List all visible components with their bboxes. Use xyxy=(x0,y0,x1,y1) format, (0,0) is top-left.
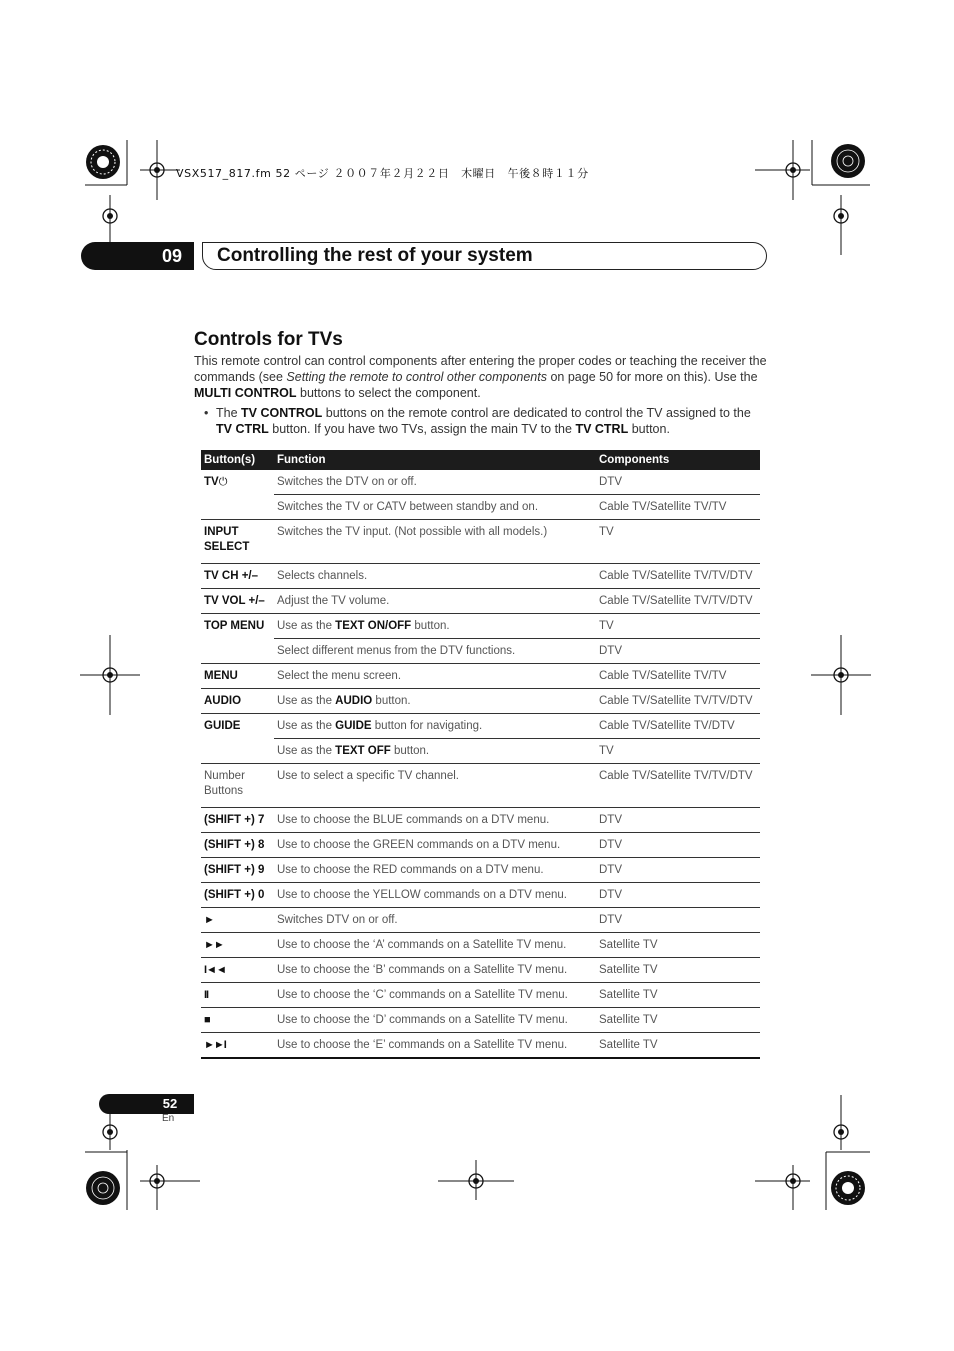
table-row xyxy=(201,470,760,495)
header-components: Components xyxy=(596,450,760,470)
components-cell: DTV xyxy=(596,908,760,933)
tv-controls-table xyxy=(201,450,760,1059)
components-cell: Satellite TV xyxy=(596,1008,760,1033)
components-cell: DTV xyxy=(596,639,760,664)
table-header-row xyxy=(201,450,760,470)
button-cell: GUIDE xyxy=(201,714,274,764)
function-cell: Use to choose the ‘C’ commands on a Satellite TV menu. xyxy=(274,983,596,1008)
function-cell: Use to select a specific TV channel. xyxy=(274,764,596,808)
components-cell: Satellite TV xyxy=(596,983,760,1008)
components-cell: DTV xyxy=(596,858,760,883)
components-cell: TV xyxy=(596,739,760,764)
table-row xyxy=(201,564,760,589)
bullet-bold: TV CTRL xyxy=(575,422,629,436)
components-cell: Cable TV/Satellite TV/TV/DTV xyxy=(596,689,760,714)
table-row xyxy=(201,933,760,958)
table-row xyxy=(201,1008,760,1033)
button-cell: TV CH +/– xyxy=(201,564,274,589)
button-cell: INPUT SELECT xyxy=(201,520,274,564)
function-cell xyxy=(274,689,596,714)
function-cell: Switches the DTV on or off. xyxy=(274,470,596,495)
components-cell: DTV xyxy=(596,808,760,833)
button-cell: (SHIFT +) 7 xyxy=(201,808,274,833)
components-cell: TV xyxy=(596,614,760,639)
button-cell xyxy=(201,983,274,1008)
intro-bold: MULTI CONTROL xyxy=(194,386,297,400)
function-cell: Use to choose the GREEN commands on a DTV menu. xyxy=(274,833,596,858)
intro-reference: Setting the remote to control other components xyxy=(286,370,547,384)
table-row xyxy=(201,858,760,883)
components-cell: Cable TV/Satellite TV/DTV xyxy=(596,714,760,739)
components-cell: Cable TV/Satellite TV/TV xyxy=(596,495,760,520)
function-text: button for navigating. xyxy=(371,720,483,732)
table-row xyxy=(201,520,760,564)
function-text: Use as the xyxy=(277,620,336,632)
chapter-number: 09 xyxy=(161,246,183,266)
function-cell xyxy=(274,739,596,764)
table-row xyxy=(201,808,760,833)
components-cell: Cable TV/Satellite TV/TV/DTV xyxy=(596,589,760,614)
bullet-part: button. If you have two TVs, assign the main TV to the xyxy=(268,422,576,436)
components-cell: DTV xyxy=(596,470,760,495)
table-row xyxy=(201,764,760,808)
function-cell: Selects channels. xyxy=(274,564,596,589)
components-cell: Satellite TV xyxy=(596,958,760,983)
button-cell: (SHIFT +) 9 xyxy=(201,858,274,883)
table-row xyxy=(201,589,760,614)
function-bold: AUDIO xyxy=(335,695,373,707)
pause-icon: II xyxy=(204,989,209,1001)
bullet-part: button. xyxy=(628,422,670,436)
components-cell: Cable TV/Satellite TV/TV/DTV xyxy=(596,764,760,808)
function-cell: Switches the TV input. (Not possible with all models.) xyxy=(274,520,596,564)
function-cell: Select the menu screen. xyxy=(274,664,596,689)
function-bold: TEXT ON/OFF xyxy=(335,620,412,632)
function-cell: Use to choose the ‘E’ commands on a Satellite TV menu. xyxy=(274,1033,596,1059)
function-bold: TEXT OFF xyxy=(335,745,391,757)
button-cell: (SHIFT +) 0 xyxy=(201,883,274,908)
chapter-title: Controlling the rest of your system xyxy=(217,245,533,266)
function-cell: Switches the TV or CATV between standby and on. xyxy=(274,495,596,520)
table-row xyxy=(201,664,760,689)
table-row xyxy=(201,1033,760,1059)
button-cell: TV VOL +/– xyxy=(201,589,274,614)
table-row xyxy=(201,639,760,664)
function-cell: Adjust the TV volume. xyxy=(274,589,596,614)
components-cell: Satellite TV xyxy=(596,1033,760,1059)
intro-text: buttons to select the component. xyxy=(296,386,481,400)
bullet-text xyxy=(216,405,769,437)
button-label: TV xyxy=(204,476,219,488)
page-language: En xyxy=(162,1113,175,1124)
table-row xyxy=(201,833,760,858)
intro-text: on page 50 for more on this). Use the xyxy=(546,370,758,384)
components-cell: Cable TV/Satellite TV/TV/DTV xyxy=(596,564,760,589)
function-cell: Use to choose the ‘D’ commands on a Satellite TV menu. xyxy=(274,1008,596,1033)
function-cell: Switches DTV on or off. xyxy=(274,908,596,933)
function-text: button. xyxy=(390,745,430,757)
components-cell: DTV xyxy=(596,883,760,908)
button-cell xyxy=(201,470,274,520)
bullet-bold: TV CTRL xyxy=(216,422,269,436)
file-info: VSX517_817.fm 52 ページ ２００７年２月２２日 木曜日 午後８時１１分 xyxy=(176,167,589,180)
function-cell: Use to choose the ‘A’ commands on a Satellite TV menu. xyxy=(274,933,596,958)
button-cell xyxy=(201,1033,274,1059)
bullet-part: The xyxy=(216,406,242,420)
function-cell: Use to choose the YELLOW commands on a DTV menu. xyxy=(274,883,596,908)
intro-paragraph xyxy=(194,353,769,401)
play-icon: ► xyxy=(204,914,214,926)
function-text: button. xyxy=(372,695,411,707)
button-cell: Number Buttons xyxy=(201,764,274,808)
table-row xyxy=(201,958,760,983)
components-cell: DTV xyxy=(596,833,760,858)
intro-text: This remote control can control components after entering the proper codes or teaching the receiver the commands (see xyxy=(194,354,767,384)
table-row xyxy=(201,495,760,520)
button-cell: MENU xyxy=(201,664,274,689)
button-cell xyxy=(201,908,274,933)
table-row xyxy=(201,714,760,739)
function-cell xyxy=(274,714,596,739)
function-cell: Use to choose the ‘B’ commands on a Satellite TV menu. xyxy=(274,958,596,983)
function-cell xyxy=(274,614,596,639)
function-cell: Use to choose the BLUE commands on a DTV menu. xyxy=(274,808,596,833)
components-cell: Satellite TV xyxy=(596,933,760,958)
stop-icon: ■ xyxy=(204,1014,210,1026)
header-button: Button(s) xyxy=(201,450,274,470)
function-text: Use as the xyxy=(277,695,336,707)
page-number: 52 xyxy=(162,1096,178,1111)
table-row xyxy=(201,614,760,639)
table-row xyxy=(201,883,760,908)
bullet-dot: • xyxy=(204,406,209,420)
button-cell xyxy=(201,933,274,958)
function-cell: Select different menus from the DTV functions. xyxy=(274,639,596,664)
function-cell: Use to choose the RED commands on a DTV menu. xyxy=(274,858,596,883)
skip-forward-icon: ►►I xyxy=(204,1039,226,1051)
function-text: Use as the xyxy=(277,745,336,757)
bullet-item xyxy=(204,405,769,437)
power-icon: ⏻ xyxy=(218,476,227,488)
button-cell: AUDIO xyxy=(201,689,274,714)
bullet-bold: TV CONTROL xyxy=(241,406,323,420)
button-cell: TOP MENU xyxy=(201,614,274,664)
button-cell: (SHIFT +) 8 xyxy=(201,833,274,858)
table-row xyxy=(201,983,760,1008)
header-function: Function xyxy=(274,450,596,470)
skip-back-icon: I◄◄ xyxy=(204,964,226,976)
components-cell: TV xyxy=(596,520,760,564)
table-row xyxy=(201,739,760,764)
function-text: Use as the xyxy=(277,720,336,732)
table-row xyxy=(201,908,760,933)
fast-forward-icon: ►► xyxy=(204,939,224,951)
section-title: Controls for TVs xyxy=(194,329,343,350)
button-cell xyxy=(201,1008,274,1033)
bullet-part: buttons on the remote control are dedicated to control the TV assigned to the xyxy=(322,406,751,420)
button-cell xyxy=(201,958,274,983)
components-cell: Cable TV/Satellite TV/TV xyxy=(596,664,760,689)
function-bold: GUIDE xyxy=(335,720,372,732)
table-row xyxy=(201,689,760,714)
function-text: button. xyxy=(411,620,450,632)
